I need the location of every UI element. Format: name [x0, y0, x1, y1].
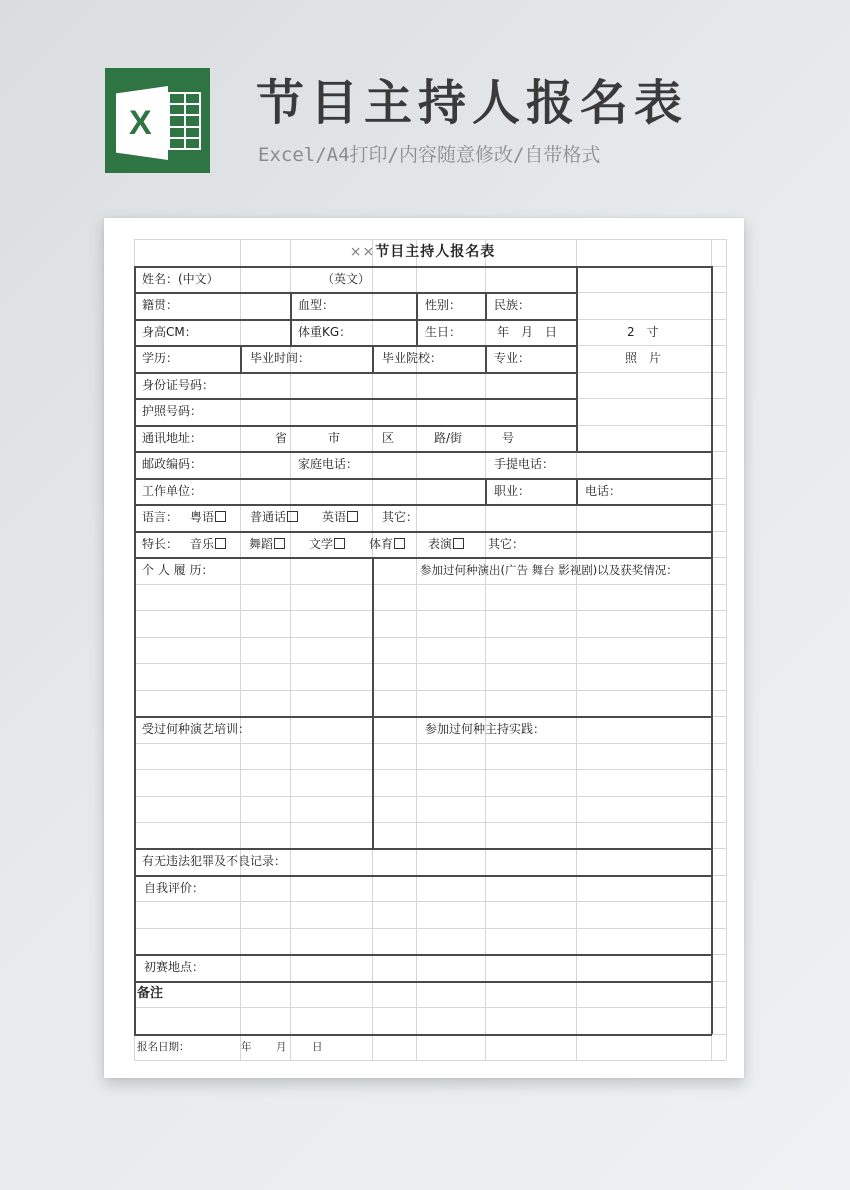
- label-native-place: 籍贯：: [142, 298, 179, 312]
- label-blood-type: 血型：: [298, 298, 335, 312]
- cell-border: [485, 345, 487, 372]
- hero-subtitle: Excel/A4打印/内容随意修改/自带格式: [258, 144, 601, 166]
- gridline: [134, 584, 726, 585]
- label-name-en: （英文）: [322, 272, 371, 286]
- label-passport: 护照号码：: [142, 404, 203, 418]
- form-title-text: 节目主持人报名表: [375, 244, 496, 260]
- hero-title: 节目主持人报名表: [256, 75, 689, 131]
- excel-x-glyph: X: [129, 104, 152, 142]
- label-language-other: 其它：: [382, 510, 419, 524]
- label-addr-district: 区: [382, 431, 395, 445]
- checkbox[interactable]: [347, 511, 358, 522]
- checkbox[interactable]: [215, 511, 226, 522]
- label-birthday-ymd: 年 月 日: [497, 325, 558, 339]
- gridline: [134, 769, 726, 770]
- label-birthday: 生日：: [425, 325, 462, 339]
- label-address: 通讯地址：: [142, 431, 203, 445]
- label-addr-street: 路/街: [434, 431, 463, 445]
- cell-border: [134, 875, 712, 877]
- gridline: [134, 1060, 726, 1061]
- cell-border: [576, 478, 578, 504]
- label-performances: 参加过何种演出(广告 舞台 影视剧)以及获奖情况：: [420, 563, 678, 577]
- label-gender: 性别：: [425, 298, 462, 312]
- photo-label: 照 片: [625, 351, 662, 365]
- label-audition-venue: 初赛地点：: [144, 960, 205, 974]
- checkbox[interactable]: [274, 538, 285, 549]
- label-addr-number: 号: [502, 431, 515, 445]
- label-education: 学历：: [142, 351, 179, 365]
- gridline: [726, 239, 727, 1060]
- label-home-phone: 家庭电话：: [298, 457, 359, 471]
- gridline: [134, 610, 726, 611]
- label-addr-city: 市: [328, 431, 341, 445]
- label-self-eval: 自我评价：: [144, 881, 205, 895]
- label-ethnicity: 民族：: [494, 298, 531, 312]
- label-postcode: 邮政编码：: [142, 457, 203, 471]
- gridline: [134, 901, 726, 902]
- label-grad-time: 毕业时间：: [250, 351, 311, 365]
- option-skill-music[interactable]: 音乐: [190, 531, 226, 557]
- label-skills: 特长：: [142, 537, 179, 551]
- cell-border: [576, 266, 578, 451]
- cell-border: [416, 292, 418, 345]
- cell-border: [134, 954, 712, 956]
- gridline: [134, 743, 726, 744]
- cell-border: [134, 266, 136, 1034]
- option-skill-sports[interactable]: 体育: [369, 531, 405, 557]
- label-signup-month: 月: [276, 1041, 287, 1053]
- cell-border: [290, 292, 292, 345]
- label-signup-day: 日: [312, 1041, 323, 1053]
- label-training: 受过何种演艺培训：: [142, 722, 251, 736]
- label-hosting: 参加过何种主持实践：: [425, 722, 546, 736]
- cell-border: [134, 478, 712, 480]
- label-criminal-record: 有无违法犯罪及不良记录：: [142, 854, 287, 868]
- gridline: [134, 690, 726, 691]
- form-title-prefix: ××: [349, 244, 376, 260]
- option-skill-literature[interactable]: 文学: [309, 531, 345, 557]
- label-signup-date: 报名日期：: [137, 1041, 190, 1053]
- cell-border: [372, 345, 374, 372]
- label-remarks: 备注: [137, 986, 164, 1001]
- label-major: 专业：: [494, 351, 531, 365]
- label-occupation: 职业：: [494, 484, 531, 498]
- checkbox[interactable]: [453, 538, 464, 549]
- label-skills-other: 其它：: [488, 537, 525, 551]
- label-mobile: 手提电话：: [494, 457, 555, 471]
- cell-border: [711, 266, 713, 1034]
- cell-border: [240, 345, 242, 372]
- cell-border: [134, 266, 712, 268]
- cell-border: [485, 478, 487, 504]
- label-signup-year: 年: [241, 1041, 252, 1053]
- cell-border: [134, 981, 712, 983]
- option-language-cantonese[interactable]: 粤语: [190, 504, 226, 530]
- option-language-english[interactable]: 英语: [322, 504, 358, 530]
- label-resume: 个 人 履 历：: [142, 563, 214, 577]
- label-language: 语言：: [142, 510, 179, 524]
- label-phone: 电话：: [585, 484, 622, 498]
- label-height: 身高CM：: [142, 325, 197, 339]
- option-skill-acting[interactable]: 表演: [428, 531, 464, 557]
- label-grad-school: 毕业院校：: [382, 351, 443, 365]
- label-employer: 工作单位：: [142, 484, 203, 498]
- form-title: [134, 239, 711, 266]
- photo-size-label: 2 寸: [627, 325, 659, 339]
- cell-border: [134, 451, 712, 453]
- gridline: [134, 928, 726, 929]
- gridline: [134, 822, 726, 823]
- checkbox[interactable]: [215, 538, 226, 549]
- gridline: [134, 796, 726, 797]
- cell-border: [485, 292, 487, 319]
- gridline: [134, 637, 726, 638]
- cell-border: [134, 1034, 712, 1036]
- label-weight: 体重KG：: [298, 325, 352, 339]
- checkbox[interactable]: [394, 538, 405, 549]
- cell-border: [372, 557, 374, 848]
- option-skill-dance[interactable]: 舞蹈: [249, 531, 285, 557]
- gridline: [134, 663, 726, 664]
- gridline: [134, 1007, 726, 1008]
- label-id-number: 身份证号码：: [142, 378, 215, 392]
- checkbox[interactable]: [287, 511, 298, 522]
- label-addr-province: 省: [275, 431, 288, 445]
- checkbox[interactable]: [334, 538, 345, 549]
- label-name-cn: 姓名：(中文）: [142, 272, 219, 286]
- option-language-mandarin[interactable]: 普通话: [250, 504, 298, 530]
